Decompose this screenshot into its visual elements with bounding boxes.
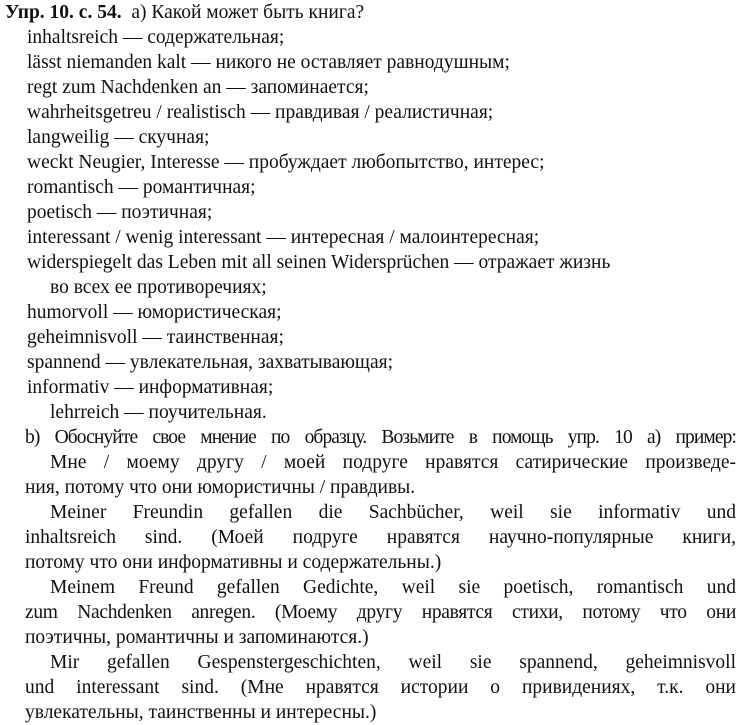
- example-line: ния, потому что они юмористичны / правдивы.: [25, 477, 416, 498]
- example-line: zum Nachdenken anregen. (Моему другу нравятся стихи, потому что они: [25, 602, 736, 623]
- list-item: spannend — увлекательная, захватывающая;: [27, 352, 393, 373]
- list-item: regt zum Nachdenken an — запоминается;: [27, 77, 369, 98]
- example-line: увлекательны, таинственны и интересны.): [25, 702, 377, 723]
- list-item: langweilig — скучная;: [27, 127, 210, 148]
- list-item: poetisch — поэтичная;: [27, 202, 213, 223]
- list-item: geheimnisvoll — таинственная;: [27, 327, 284, 348]
- part-b-task: b) Обоснуйте свое мнение по образцу. Возьмите в помощь упр. 10 а) пример:: [25, 427, 736, 448]
- exercise-question: а) Какой может быть книга?: [131, 2, 365, 23]
- example-line: Мне / моему другу / моей подруге нравятся сатирические произведе-: [50, 452, 736, 473]
- list-item: lehrreich — поучительная.: [50, 402, 267, 423]
- example-line: inhaltsreich sind. (Моей подруге нравятся научно-популярные книги,: [25, 527, 736, 548]
- exercise-label: Упр. 10. с. 54.: [5, 2, 122, 23]
- list-item: interessant / wenig interessant — интересная / малоинтересная;: [27, 227, 540, 248]
- list-item: romantisch — романтичная;: [27, 177, 256, 198]
- list-item: widerspiegelt das Leben mit all seinen Widersprüchen — отражает жизнь: [27, 252, 611, 273]
- exercise-header: [5, 1, 364, 25]
- list-item-continuation: во всех ее противоречиях;: [50, 277, 267, 298]
- list-item: informativ — информативная;: [27, 377, 274, 398]
- example-line: поэтичны, романтичны и запоминаются.): [25, 627, 369, 648]
- list-item: lässt niemanden kalt — никого не оставляет равнодушным;: [27, 52, 510, 73]
- list-item: wahrheitsgetreu / realistisch — правдивая / реалистичная;: [27, 102, 494, 123]
- list-item: weckt Neugier, Interesse — пробуждает любопытство, интерес;: [27, 152, 545, 173]
- list-item: inhaltsreich — содержательная;: [27, 27, 285, 48]
- example-line: Meiner Freundin gefallen die Sachbücher, weil sie informativ und: [50, 502, 736, 523]
- example-line: потому что они информативны и содержательны.): [25, 552, 442, 573]
- example-line: und interessant sind. (Мне нравятся истории о привидениях, т.к. они: [25, 677, 736, 698]
- example-line: Mir gefallen Gespenstergeschichten, weil sie spannend, geheimnisvoll: [50, 652, 736, 673]
- list-item: humorvoll — юмористическая;: [27, 302, 282, 323]
- example-line: Meinem Freund gefallen Gedichte, weil sie poetisch, romantisch und: [50, 577, 736, 598]
